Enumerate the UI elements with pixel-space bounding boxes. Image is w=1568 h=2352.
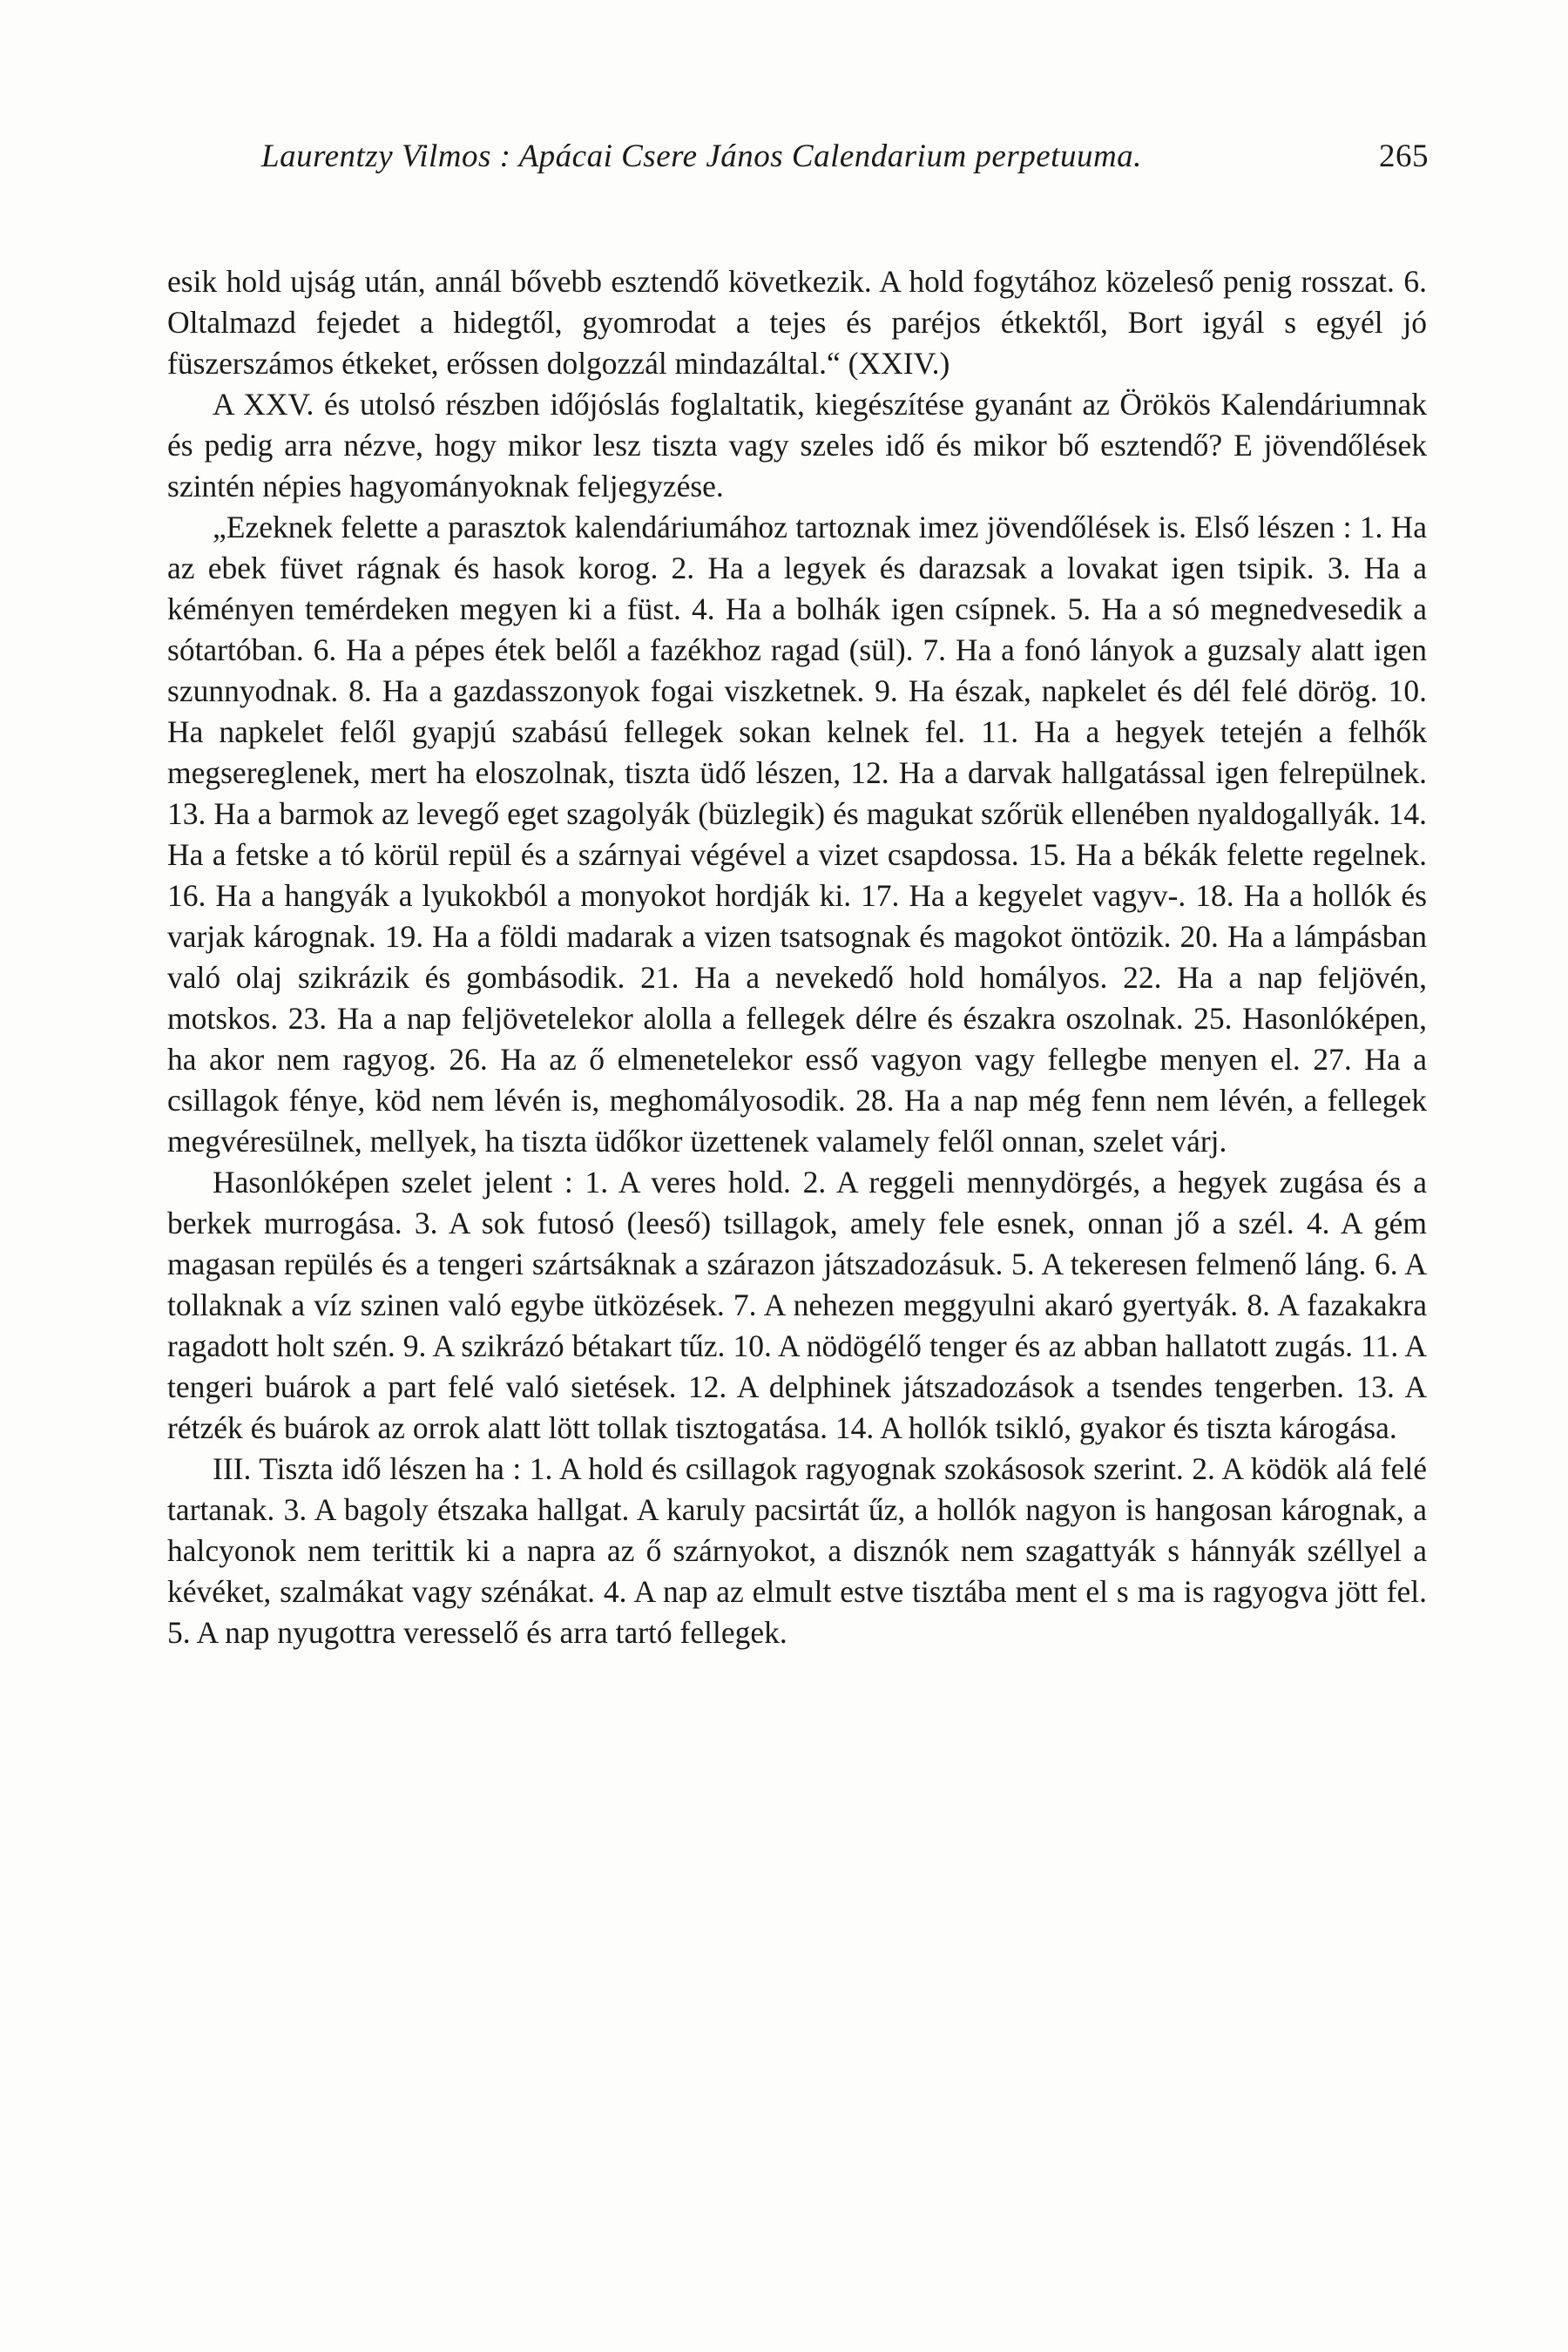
body-text (167, 261, 1427, 1653)
paragraph-2: A XXV. és utolsó részben időjóslás foglaltatik, kiegészítése gyanánt az Örökös Kalendáriumnak és pedig arra nézve, hogy mikor lesz tiszta vagy szeles idő és mikor bő esztendő? E jövendőlések szintén népies hagyományoknak feljegyzése. (167, 387, 1427, 504)
page-number: 265 (1379, 139, 1429, 174)
running-head (261, 138, 1429, 190)
running-head-title: Laurentzy Vilmos : Apácai Csere János Calendarium perpetuuma. (261, 139, 1142, 174)
paragraph-3: „Ezeknek felette a parasztok kalendáriumához tartoznak imez jövendőlések is. Első lészen : 1. Ha az ebek füvet rágnak és hasok korog. 2. Ha a legyek és darazsak a lovakat igen tsipik. 3. Ha a kéményen temérdeken megyen ki a füst. 4. Ha a bolhák igen csípnek. 5. Ha a só megnedvesedik a sótartóban. 6. Ha a pépes étek belől a fazékhoz ragad (sül). 7. Ha a fonó lányok a guzsaly alatt igen szunnyodnak. 8. Ha a gazdasszonyok fogai viszketnek. 9. Ha észak, napkelet és dél felé dörög. 10. Ha napkelet felől gyapjú szabású fellegek sokan kelnek fel. 11. Ha a hegyek tetején a felhők megsereglenek, mert ha eloszolnak, tiszta üdő lészen, 12. Ha a darvak hallgatással igen felrepülnek. 13. Ha a barmok az levegő eget szagolyák (büzlegik) és magukat szőrük ellenében nyaldogallyák. 14. Ha a fetske a tó körül repül és a szárnyai végével a vizet csapdossa. 15. Ha a békák felette regelnek. 16. Ha a hangyák a lyukokból a monyokot hordják ki. 17. Ha a kegyelet vagyv-. 18. Ha a hollók és varjak kárognak. 19. Ha a földi madarak a vizen tsatsognak és magokot öntözik. 20. Ha a lámpásban való olaj szikrázik és gombásodik. 21. Ha a nevekedő hold homályos. 22. Ha a nap feljövén, motskos. 23. Ha a nap feljövetelekor alolla a fellegek délre és északra oszolnak. 25. Hasonlóképen, ha akor nem ragyog. 26. Ha az ő elmenetelekor esső vagyon vagy fellegbe menyen el. 27. Ha a csillagok fénye, köd nem lévén is, meghomályosodik. 28. Ha a nap még fenn nem lévén, a fellegek megvéresülnek, mellyek, ha tiszta üdőkor üzettenek valamely felől onnan, szelet várj. (167, 510, 1427, 1159)
paragraph-5: III. Tiszta idő lészen ha : 1. A hold és csillagok ragyognak szokásosok szerint. 2. A ködök alá felé tartanak. 3. A bagoly étszaka hallgat. A karuly pacsirtát űz, a hollók nagyon is hangosan kárognak, a halcyonok nem terittik ki a napra az ő szárnyokot, a disznók nem szagattyák s hánnyák széllyel a kévéket, szalmákat vagy szénákat. 4. A nap az elmult estve tisztába ment el s ma is ragyogva jött fel. 5. A nap nyugottra veresselő és arra tartó fellegek. (167, 1451, 1427, 1650)
paragraph-1: esik hold ujság után, annál bővebb esztendő következik. A hold fogytához közeleső penig rosszat. 6. Oltalmazd fejedet a hidegtől, gyomrodat a tejes és paréjos étkektől, Bort igyál s egyél jó füszerszámos étkeket, erőssen dolgozzál mindazáltal.“ (XXIV.) (167, 264, 1427, 381)
paragraph-4: Hasonlóképen szelet jelent : 1. A veres hold. 2. A reggeli mennydörgés, a hegyek zugása és a berkek murrogása. 3. A sok futosó (leeső) tsillagok, amely fele esnek, onnan jő a szél. 4. A gém magasan repülés és a tengeri szártsáknak a szárazon játszadozásuk. 5. A tekeresen felmenő láng. 6. A tollaknak a víz szinen való egybe ütközések. 7. A nehezen meggyulni akaró gyertyák. 8. A fazakakra ragadott holt szén. 9. A szikrázó bétakart tűz. 10. A nödögélő tenger és az abban hallatott zugás. 11. A tengeri buárok a part felé való sietések. 12. A delphinek játszadozások a tsendes tengerben. 13. A rétzék és buárok az orrok alatt lött tollak tisztogatása. 14. A hollók tsikló, gyakor és tiszta károgása. (167, 1165, 1427, 1445)
